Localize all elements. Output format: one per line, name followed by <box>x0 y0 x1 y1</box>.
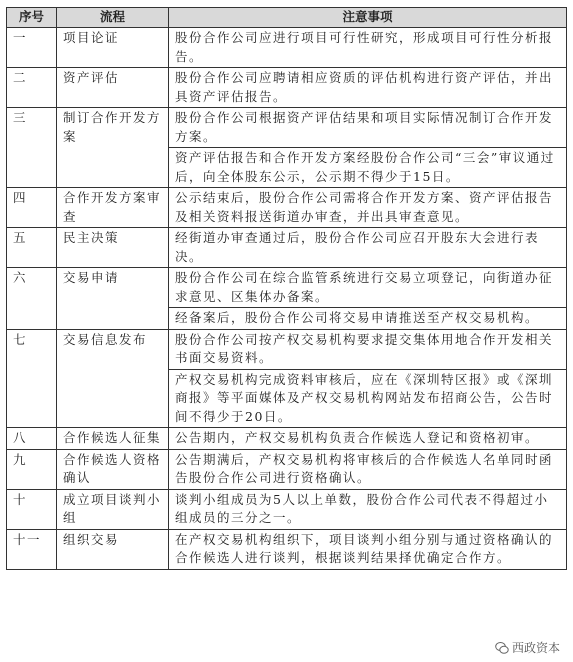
row-number: 三 <box>7 108 57 188</box>
watermark-text: 西政资本 <box>511 641 560 655</box>
row-number: 九 <box>7 449 57 489</box>
table-row <box>7 228 567 268</box>
row-note: 在产权交易机构组织下，项目谈判小组分别与通过资格确认的合作候选人进行谈判，根据谈判结果择优确定合作方。 <box>169 529 567 569</box>
header-note: 注意事项 <box>169 8 567 28</box>
table-row <box>7 489 567 529</box>
row-note: 股份合作公司按产权交易机构要求提交集体用地合作开发相关书面交易资料。 <box>169 329 567 369</box>
table-row <box>7 329 567 369</box>
row-flow: 民主决策 <box>57 228 169 268</box>
table-row <box>7 449 567 489</box>
row-flow: 合作候选人资格确认 <box>57 449 169 489</box>
row-note: 谈判小组成员为5人以上单数，股份合作公司代表不得超过小组成员的三分之一。 <box>169 489 567 529</box>
table-row <box>7 529 567 569</box>
process-table <box>6 7 567 570</box>
row-note: 经备案后，股份合作公司将交易申请推送至产权交易机构。 <box>169 308 567 330</box>
wechat-icon <box>495 641 509 655</box>
watermark <box>492 639 563 656</box>
row-note: 公告期内，产权交易机构负责合作候选人登记和资格初审。 <box>169 428 567 450</box>
table-row <box>7 428 567 450</box>
row-note: 资产评估报告和合作开发方案经股份合作公司“三会”审议通过后，向全体股东公示，公示期不得少于15日。 <box>169 148 567 188</box>
row-number: 二 <box>7 68 57 108</box>
row-note: 股份合作公司应聘请相应资质的评估机构进行资产评估，并出具资产评估报告。 <box>169 68 567 108</box>
row-flow: 合作开发方案审查 <box>57 188 169 228</box>
table-row <box>7 268 567 308</box>
row-note: 股份合作公司根据资产评估结果和项目实际情况制订合作开发方案。 <box>169 108 567 148</box>
header-no: 序号 <box>7 8 57 28</box>
row-number: 五 <box>7 228 57 268</box>
row-number: 四 <box>7 188 57 228</box>
row-flow: 制订合作开发方案 <box>57 108 169 188</box>
row-number: 六 <box>7 268 57 330</box>
row-note: 股份合作公司应进行项目可行性研究，形成项目可行性分析报告。 <box>169 28 567 68</box>
row-note: 股份合作公司在综合监管系统进行交易立项登记，向街道办征求意见、区集体办备案。 <box>169 268 567 308</box>
row-flow: 组织交易 <box>57 529 169 569</box>
table-header-row <box>7 8 567 28</box>
row-number: 十 <box>7 489 57 529</box>
row-flow: 交易申请 <box>57 268 169 330</box>
row-flow: 项目论证 <box>57 28 169 68</box>
row-note: 公示结束后，股份合作公司需将合作开发方案、资产评估报告及相关资料报送街道办审查，并出具审查意见。 <box>169 188 567 228</box>
table-row <box>7 188 567 228</box>
table-row <box>7 108 567 148</box>
row-note: 经街道办审查通过后，股份合作公司应召开股东大会进行表决。 <box>169 228 567 268</box>
row-note: 公告期满后，产权交易机构将审核后的合作候选人名单同时函告股份合作公司进行资格确认。 <box>169 449 567 489</box>
table-row <box>7 28 567 68</box>
row-flow: 交易信息发布 <box>57 329 169 428</box>
header-flow: 流程 <box>57 8 169 28</box>
row-number: 十一 <box>7 529 57 569</box>
row-note: 产权交易机构完成资料审核后，应在《深圳特区报》或《深圳商报》等平面媒体及产权交易机构网站发布招商公告，公告时间不得少于20日。 <box>169 369 567 428</box>
row-flow: 成立项目谈判小组 <box>57 489 169 529</box>
row-flow: 资产评估 <box>57 68 169 108</box>
row-flow: 合作候选人征集 <box>57 428 169 450</box>
row-number: 八 <box>7 428 57 450</box>
row-number: 一 <box>7 28 57 68</box>
row-number: 七 <box>7 329 57 428</box>
table-row <box>7 68 567 108</box>
